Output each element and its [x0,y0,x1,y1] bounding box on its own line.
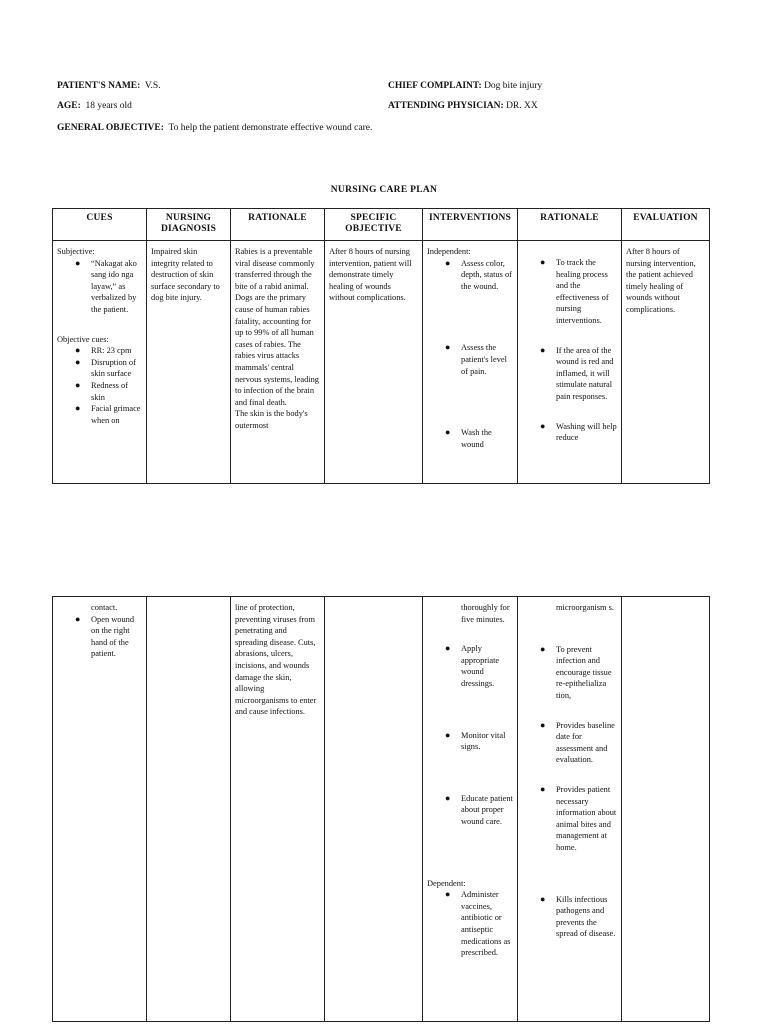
list-item [540,644,617,702]
chief-complaint [388,81,542,91]
list-item [445,730,513,753]
bullet-icon: ● [540,643,546,654]
bullet-icon: ● [445,792,451,803]
table-row [53,241,710,484]
list-item [540,257,617,327]
subjective-quote: “Nakagat ako sang ido nga layaw,” as verbalized by the patient. [91,258,137,314]
evaluation-cell [622,241,710,484]
evaluation-cell [622,597,710,1022]
bullet-icon: ● [445,427,451,438]
objective-cue: Redness of skin [91,380,128,402]
bullet-icon: ● [445,257,451,268]
bullet-icon: ● [445,889,451,900]
intervention: Administer vaccines, antibiotic or antiseptic medications as prescribed. [461,890,511,958]
rationale-cell [231,241,325,484]
column-header: NURSING DIAGNOSIS [147,209,231,241]
cues-cell [53,241,147,484]
list-item [75,345,142,357]
column-header: CUES [53,209,147,241]
bullet-icon: ● [540,783,546,794]
bullet-icon: ● [540,420,546,431]
table-header-row [53,209,710,241]
care-plan-table-1 [52,208,710,484]
list-item [75,380,142,403]
chief-complaint-value: Dog bite injury [484,81,543,91]
patient-name-value: V.S. [144,81,161,91]
care-plan-table-2 [52,596,710,1022]
evaluation: After 8 hours of nursing intervention, the patient achieved timely healing of wounds without complications. [626,247,696,314]
list-item [445,258,513,293]
intervention: Assess color, depth, status of the wound. [461,258,512,291]
list-item [75,357,142,380]
rationale-text-2: The skin is the body's outermost [235,409,308,430]
intervention-rationale: To track the healing process and the effectiveness of nursing interventions. [556,258,609,325]
bullet-icon: ● [540,257,546,267]
bullet-icon: ● [75,379,81,390]
objective-cue: RR: 23 cpm [91,346,132,356]
intervention-rationale: Washing will help reduce [556,421,617,443]
list-item [75,614,142,660]
rationale-text: Rabies is a preventable viral disease commonly transferred through the bite of a rabid animal. Dogs are the primary cause of human rabies fatality, accounting for up to 99% of all human cases of rabies. The rabies virus attacks mammals' central nervous systems, leading to infection of the brain and final death. [235,247,319,407]
specific-objective: After 8 hours of nursing intervention, patient will demonstrate timely healing of wounds without complications. [329,247,412,303]
intervention: Educate patient about proper wound care. [461,793,513,826]
nursing-diagnosis: Impaired skin integrity related to destruction of skin surface secondary to dog bite injury. [151,247,220,303]
chief-complaint-label: CHIEF COMPLAINT: [388,81,482,91]
objective-cue: Disruption of skin surface [91,357,136,379]
bullet-icon: ● [445,342,451,353]
list-item [540,345,617,403]
independent-label: Independent: [427,247,471,256]
bullet-icon: ● [75,356,81,367]
intervention-rationale: To prevent infection and encourage tissue re-epithelializa tion, [556,644,612,700]
rationale-cell [231,597,325,1022]
age [57,101,132,111]
intervention-rationale-continued: microorganism s. [556,603,614,612]
intervention: Assess the patient's level of pain. [461,343,507,376]
column-header: RATIONALE [518,209,622,241]
intervention-rationale: If the area of the wound is red and inflamed, it will stimulate natural pain responses. [556,345,614,401]
list-item [445,427,513,450]
column-header: INTERVENTIONS [423,209,518,241]
intervention-continued: thoroughly for five minutes. [461,603,510,624]
column-header: RATIONALE [231,209,325,241]
diagnosis-cell [147,597,231,1022]
bullet-icon: ● [540,893,546,904]
objective-cue: Facial grimace when on [91,404,141,425]
dependent-label: Dependent: [427,878,466,888]
objective-cue: Open wound on the right hand of the patient. [91,614,135,659]
cues-continued: contact. [91,603,118,612]
list-item [540,784,617,854]
interventions-cell [423,597,518,1022]
objective-value: To help the patient demonstrate effective wound care. [168,123,373,133]
intervention-rationale: Kills infectious pathogens and prevents the spread of disease. [556,894,616,939]
intervention-rationale-cell [518,597,622,1022]
bullet-icon: ● [540,719,546,730]
list-item [75,258,142,316]
cues-cell [53,597,147,1022]
intervention-rationale-cell [518,241,622,484]
intervention: Wash the wound [461,428,492,449]
intervention-rationale: Provides patient necessary information about animal bites and management at home. [556,784,617,852]
list-item [445,889,513,959]
rationale-text: line of protection, preventing viruses from penetrating and spreading disease. Cuts, abrasions, ulcers, incisions, and wounds damage the skin, allowing microorganisms to enter and cause infections. [235,603,317,717]
bullet-icon: ● [445,729,451,740]
intervention: Monitor vital signs. [461,730,506,752]
age-label: AGE: [57,101,81,111]
bullet-icon: ● [75,613,81,624]
specific-objective-cell [325,597,423,1022]
objective-cues-label: Objective cues: [57,334,109,344]
list-item [540,421,617,444]
list-item [540,720,617,766]
bullet-icon: ● [445,643,451,654]
diagnosis-cell [147,241,231,484]
column-header: EVALUATION [622,209,710,241]
patient-name-label: PATIENT'S NAME: [57,81,141,91]
general-objective [57,123,372,133]
table-row [53,597,710,1022]
bullet-icon: ● [540,344,546,355]
column-header: SPECIFIC OBJECTIVE [325,209,423,241]
list-item [445,342,513,377]
physician-value: DR. XX [506,101,538,111]
attending-physician [388,101,538,111]
subjective-label: Subjective: [57,247,95,256]
physician-label: ATTENDING PHYSICIAN: [388,101,504,111]
list-item [445,793,513,828]
intervention-rationale: Provides baseline date for assessment and evaluation. [556,720,615,765]
list-item [540,894,617,940]
objective-label: GENERAL OBJECTIVE: [57,123,164,133]
specific-objective-cell [325,241,423,484]
intervention: Apply appropriate wound dressings. [461,644,500,688]
list-item [75,403,142,426]
bullet-icon: ● [75,345,81,356]
bullet-icon: ● [75,403,81,414]
page-title: NURSING CARE PLAN [330,185,438,195]
list-item [445,643,513,689]
interventions-cell [423,241,518,484]
patient-name [57,81,161,91]
age-value: 18 years old [85,101,132,111]
bullet-icon: ● [75,257,81,268]
